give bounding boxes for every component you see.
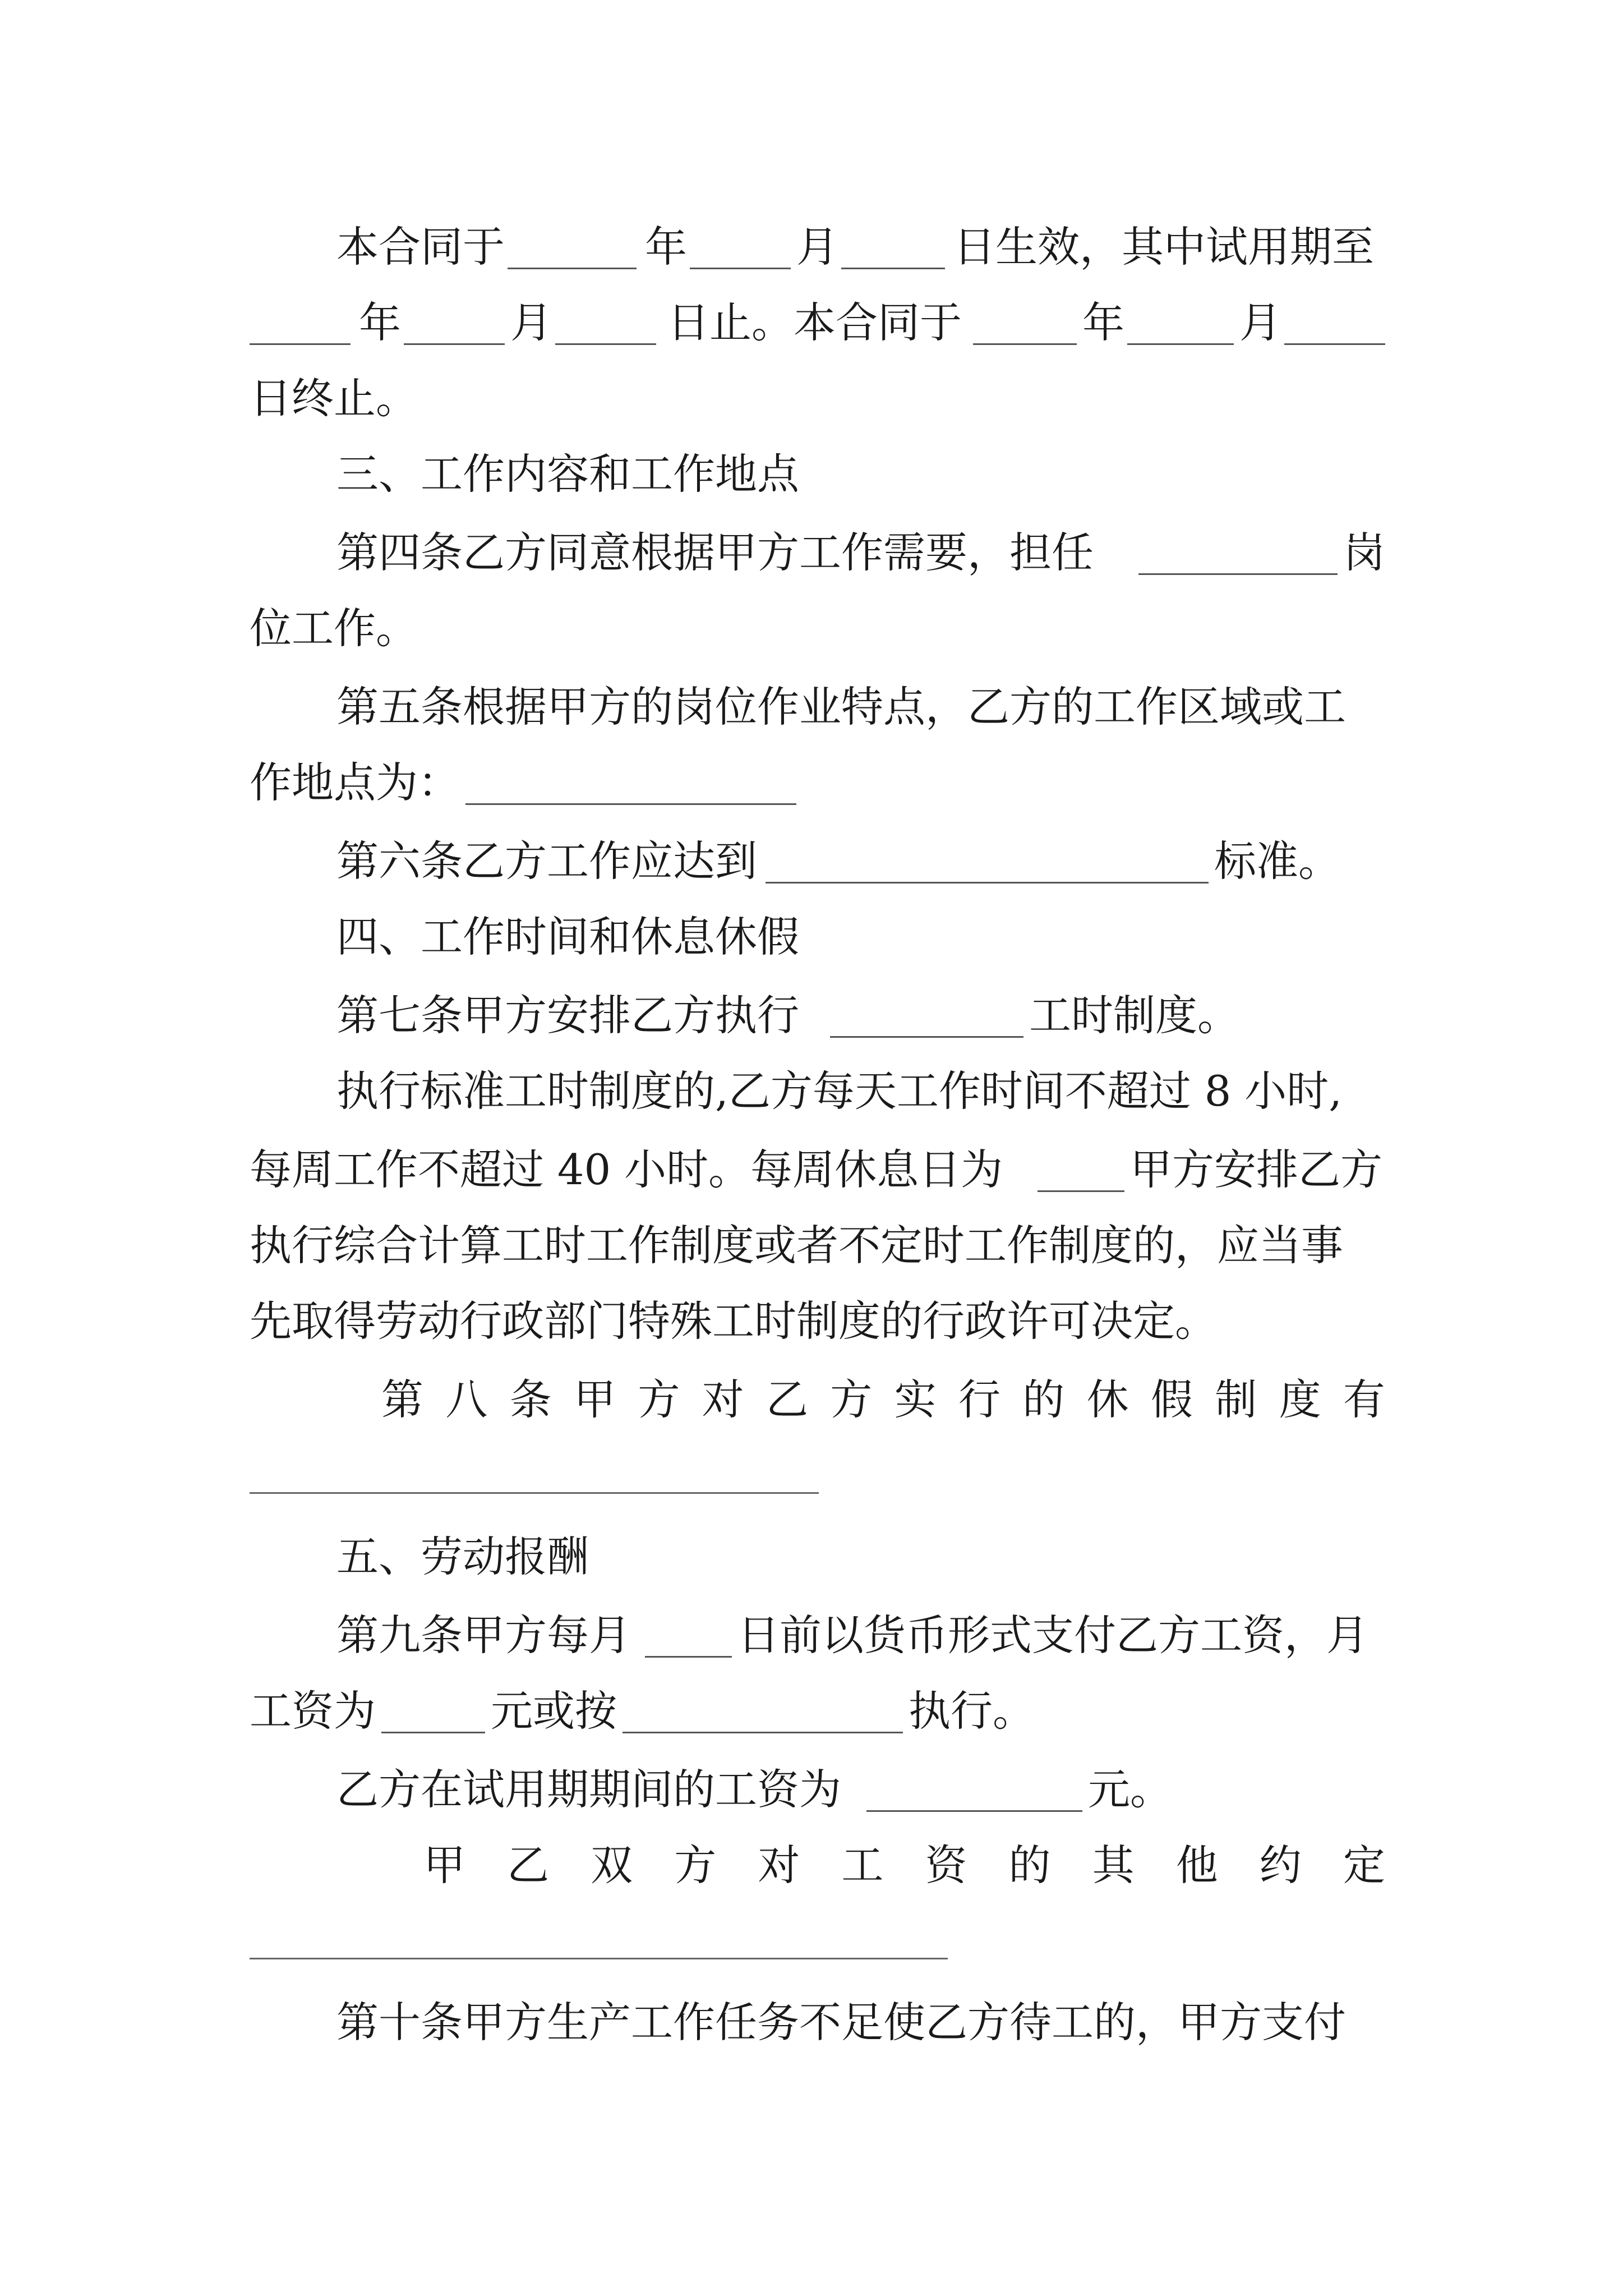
char: 甲 [423,1841,466,1890]
text: 年 [359,298,402,347]
text: 年 [645,222,688,272]
char: 条 [509,1375,552,1424]
text: 月 [796,222,839,272]
text: 日前以货币形式支付乙方工资，月 [737,1611,1369,1660]
heading-text: 五、劳动报酬 [336,1532,589,1581]
article-8 [381,1360,1385,1439]
blank-leave-system [250,1492,819,1494]
char: 的 [1022,1375,1065,1424]
article-7 [0,976,1623,1055]
text: 每周工作不超过 40 小时。每周休息日为 [250,1145,1003,1194]
char: 甲 [573,1375,616,1424]
text: 日终止。 [250,374,418,423]
text: 日止。本合同于 [667,298,962,347]
article-4 [0,513,1623,592]
heading-text: 三、工作内容和工作地点 [336,449,800,499]
probation-salary [0,1750,1623,1829]
text: 工资为 [250,1686,376,1736]
article-5 [0,668,1623,746]
text: 月 [1239,298,1282,347]
text: 本合同于 [336,222,505,272]
paragraph [0,1206,1623,1285]
text: 第六条乙方工作应达到 [336,836,758,886]
termination-line [0,359,1623,438]
section-heading [0,1517,1623,1596]
char: 对 [702,1375,744,1424]
text: 执行标准工时制度的,乙方每天工作时间不超过 8 小时, [336,1066,1343,1116]
char: 约 [1259,1841,1302,1890]
text: 第九条甲方每月 [336,1611,631,1660]
char: 他 [1175,1841,1218,1890]
article-9-cont [0,1672,1623,1750]
text: 乙方在试用期期间的工资为 [336,1765,842,1814]
char: 工 [841,1841,884,1890]
article-6 [0,822,1623,900]
blank-salary-basis [623,1732,903,1733]
blank-rest-day [1038,1190,1124,1192]
text: 标准。 [1214,836,1341,886]
char: 的 [1008,1841,1051,1890]
char: 双 [591,1841,633,1890]
article-9 [0,1596,1623,1674]
char: 有 [1343,1375,1385,1424]
char: 其 [1092,1841,1135,1890]
text: 执行。 [909,1686,1035,1736]
blank-day [841,268,945,269]
effective-date-line [0,208,1623,286]
text: 岗 [1343,528,1386,577]
text: 执行综合计算工时工作制度或者不定时工作制度的，应当事 [250,1221,1344,1270]
text: 位工作。 [250,604,418,653]
char: 休 [1086,1375,1129,1424]
blank-location [465,803,796,805]
text: 作地点为： [250,758,460,807]
blank-probation-salary [866,1810,1082,1812]
blank-day [555,343,656,345]
char: 第 [381,1375,424,1424]
text: 月 [510,298,553,347]
char: 对 [758,1841,800,1890]
other-salary-agreement [423,1826,1385,1904]
char: 度 [1279,1375,1321,1424]
article-10 [0,1983,1623,2062]
text: 日生效，其中试用期至 [953,222,1375,272]
char: 方 [830,1375,873,1424]
blank-day [1284,343,1385,345]
blank-other-agreement [250,1958,948,1959]
section-heading [0,435,1623,513]
blank-year [508,268,637,269]
char: 实 [894,1375,937,1424]
text: 甲方安排乙方 [1130,1145,1383,1194]
char: 资 [925,1841,967,1890]
section-heading [0,898,1623,976]
paragraph [0,1130,1623,1209]
blank-year [250,343,351,345]
text: 第十条甲方生产工作任务不足使乙方待工的，甲方支付 [336,1998,1347,2047]
text: 元。 [1088,1765,1173,1814]
char: 假 [1150,1375,1193,1424]
text: 元或按 [491,1686,617,1736]
text: 第四条乙方同意根据甲方工作需要，担任 [336,528,1094,577]
blank-standard [766,882,1209,884]
article-5-cont [0,743,1623,822]
blank-salary [381,1732,485,1733]
text: 第五条根据甲方的岗位作业特点，乙方的工作区域或工 [336,682,1347,731]
char: 八 [445,1375,488,1424]
heading-text: 四、工作时间和休息休假 [336,912,800,961]
paragraph [0,1282,1623,1360]
paragraph [0,1052,1623,1130]
char: 方 [638,1375,680,1424]
char: 制 [1215,1375,1257,1424]
probation-end-line [0,283,1623,362]
blank-hours-system [830,1036,1023,1038]
blank-month [690,268,791,269]
char: 行 [958,1375,1000,1424]
blank-position [1138,573,1338,575]
blank-year [973,343,1077,345]
char: 乙 [507,1841,550,1890]
blank-pay-day [645,1656,732,1658]
text: 先取得劳动行政部门特殊工时制度的行政许可决定。 [250,1296,1218,1346]
text: 第七条甲方安排乙方执行 [336,991,800,1040]
text: 工时制度。 [1029,991,1240,1040]
char: 方 [674,1841,717,1890]
article-4-cont [0,589,1623,668]
blank-month [404,343,505,345]
text: 年 [1082,298,1125,347]
char: 乙 [766,1375,808,1424]
blank-month [1127,343,1234,345]
char: 定 [1343,1841,1385,1890]
